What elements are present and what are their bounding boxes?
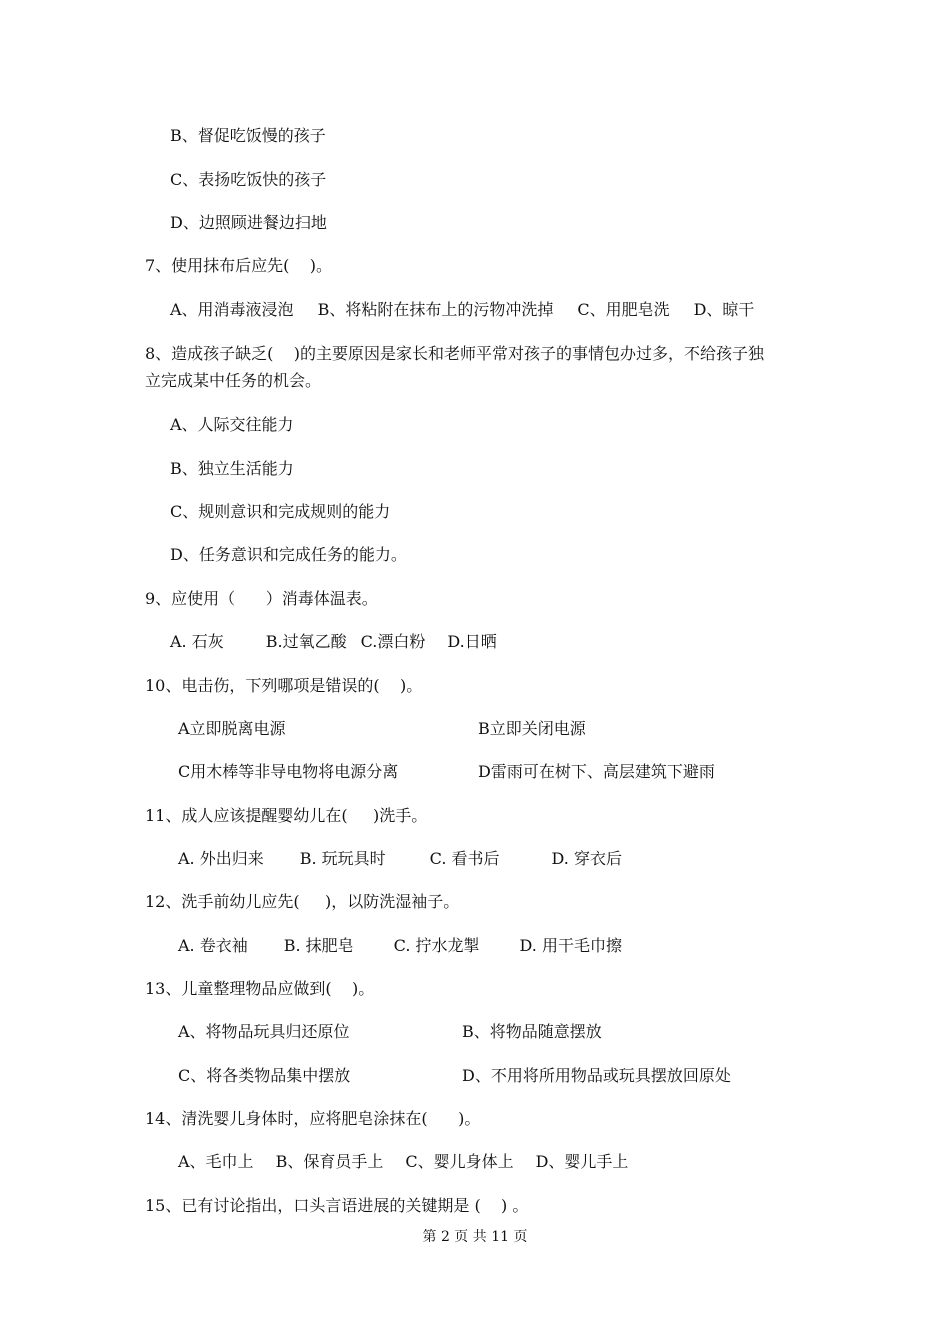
q10-stem: 10、电击伤，下列哪项是错误的( )。 bbox=[145, 676, 423, 695]
q10-option-c: C用木棒等非导电物将电源分离 bbox=[178, 762, 399, 781]
q14-option-a: A、毛巾上 bbox=[178, 1152, 254, 1171]
q11-options bbox=[178, 849, 622, 869]
q13-option-d: D、不用将所用物品或玩具摆放回原处 bbox=[462, 1066, 731, 1085]
q9-option-c: C.漂白粉 bbox=[360, 632, 426, 651]
q7-stem: 7、使用抹布后应先( )。 bbox=[145, 256, 333, 275]
q13-option-a: A、将物品玩具归还原位 bbox=[178, 1022, 350, 1041]
q14-options bbox=[178, 1152, 628, 1172]
q6-option-b: B、督促吃饭慢的孩子 bbox=[170, 126, 326, 145]
q13-stem: 13、儿童整理物品应做到( )。 bbox=[145, 979, 375, 998]
q7-option-d: D、晾干 bbox=[693, 300, 755, 319]
q12-option-c: C. 拧水龙掣 bbox=[393, 936, 480, 955]
q12-option-d: D. 用干毛巾擦 bbox=[519, 936, 622, 955]
q12-options bbox=[178, 936, 622, 956]
q12-option-b: B. 抹肥皂 bbox=[283, 936, 354, 955]
q14-option-c: C、婴儿身体上 bbox=[405, 1152, 514, 1171]
q6-option-c: C、表扬吃饭快的孩子 bbox=[170, 170, 327, 189]
q8-stem-line1: 8、造成孩子缺乏( )的主要原因是家长和老师平常对孩子的事情包办过多，不给孩子独 bbox=[145, 344, 765, 363]
q12-stem: 12、洗手前幼儿应先( )，以防洗湿袖子。 bbox=[145, 892, 460, 911]
q9-option-d: D.日晒 bbox=[447, 632, 497, 651]
q10-option-b: B立即关闭电源 bbox=[478, 719, 586, 738]
q11-option-a: A. 外出归来 bbox=[178, 849, 264, 868]
q13-option-b: B、将物品随意摆放 bbox=[462, 1022, 602, 1041]
q11-option-b: B. 玩玩具时 bbox=[299, 849, 386, 868]
q11-stem: 11、成人应该提醒婴幼儿在( )洗手。 bbox=[145, 806, 428, 825]
q9-stem: 9、应使用（ ）消毒体温表。 bbox=[145, 589, 378, 608]
q9-option-a: A. 石灰 bbox=[170, 632, 224, 651]
q9-option-b: B.过氧乙酸 bbox=[265, 632, 347, 651]
q9-options bbox=[170, 632, 497, 652]
q14-stem: 14、清洗婴儿身体时，应将肥皂涂抹在( )。 bbox=[145, 1109, 481, 1128]
q8-option-b: B、独立生活能力 bbox=[170, 459, 294, 478]
q8-option-d: D、任务意识和完成任务的能力。 bbox=[170, 545, 407, 564]
q10-option-d: D雷雨可在树下、高层建筑下避雨 bbox=[478, 762, 715, 781]
q8-option-a: A、人际交往能力 bbox=[170, 415, 294, 434]
q11-option-d: D. 穿衣后 bbox=[551, 849, 622, 868]
q13-option-c: C、将各类物品集中摆放 bbox=[178, 1066, 351, 1085]
q14-option-b: B、保育员手上 bbox=[275, 1152, 384, 1171]
q7-options bbox=[170, 300, 754, 320]
q6-option-d: D、边照顾进餐边扫地 bbox=[170, 213, 327, 232]
q12-option-a: A. 卷衣袖 bbox=[178, 936, 248, 955]
q8-option-c: C、规则意识和完成规则的能力 bbox=[170, 502, 391, 521]
q7-option-b: B、将粘附在抹布上的污物冲洗掉 bbox=[317, 300, 554, 319]
q7-option-c: C、用肥皂洗 bbox=[577, 300, 670, 319]
q7-option-a: A、用消毒液浸泡 bbox=[170, 300, 294, 319]
page-footer: 第 2 页 共 11 页 bbox=[422, 1229, 528, 1245]
q11-option-c: C. 看书后 bbox=[429, 849, 500, 868]
q14-option-d: D、婴儿手上 bbox=[535, 1152, 629, 1171]
q15-stem: 15、已有讨论指出，口头言语进展的关键期是 ( ) 。 bbox=[145, 1196, 529, 1215]
q8-stem-line2: 立完成某中任务的机会。 bbox=[145, 371, 322, 390]
q10-option-a: A立即脱离电源 bbox=[178, 719, 286, 738]
